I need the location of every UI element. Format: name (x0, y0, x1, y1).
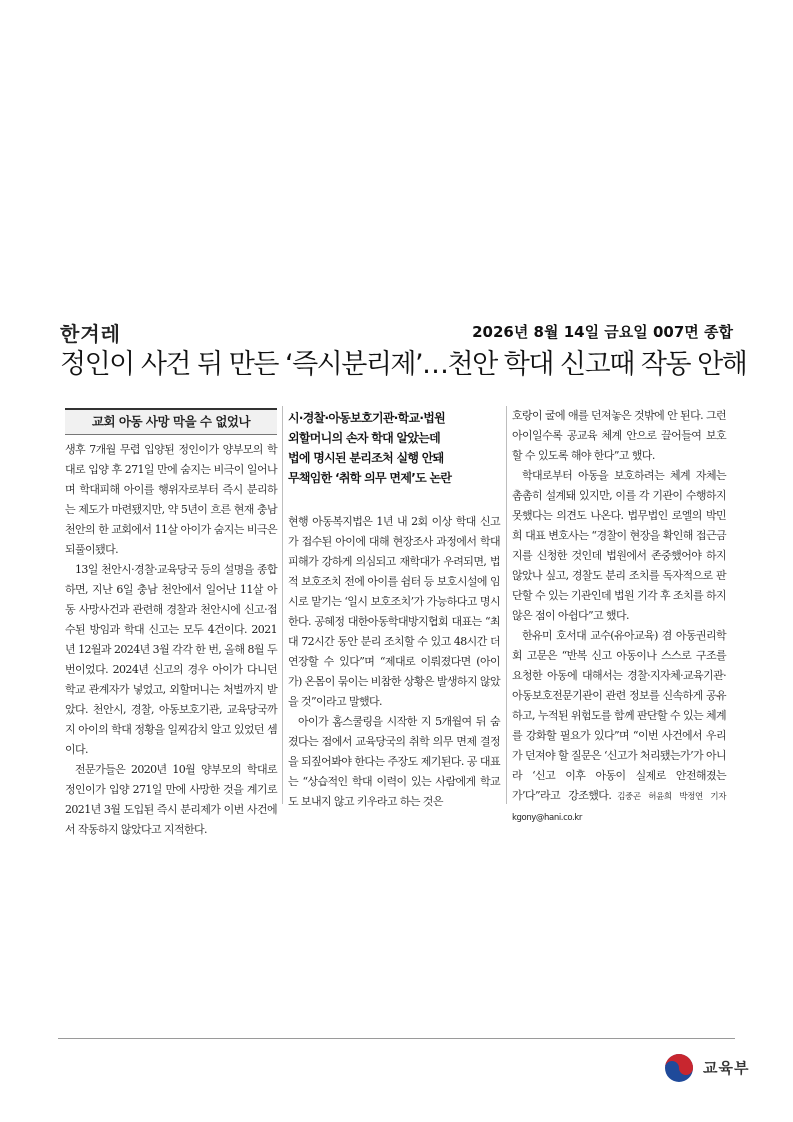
deck-line: 시·경찰·아동보호기관·학교·법원 (288, 411, 446, 425)
paragraph (512, 626, 726, 828)
paragraph-text: 한유미 호서대 교수(유아교육) 겸 아동권리학회 고문은 “반복 신고 아동이나 스스로 구조를 요청한 아동에 대해서는 경찰·지자체·교육기관·아동보호전문기관이 관련 정보를 신속하게 공유하고, 누적된 위험도를 함께 판단할 수 있는 체계를 강화할 필요가 있다”며 “이번 사건에서 우리가 던져야 할 질문은 ‘신고가 처리됐는가’가 아니라 ‘신고 이후 아동이 실제로 안전해졌는가’다”라고 강조했다. (512, 629, 726, 802)
newspaper-logo: 한겨레 (60, 322, 121, 346)
article-headline: 정인이 사건 뒤 만든 ‘즉시분리제’…천안 학대 신고때 작동 안해 (60, 349, 747, 380)
article-column-2 (288, 512, 500, 812)
deck-line: 외할머니의 손자 학대 알았는데 (288, 431, 441, 445)
deck-line: 무책임한 ‘취학 의무 면제’도 논란 (288, 471, 452, 485)
paragraph: 학대로부터 아동을 보호하려는 체계 자체는 촘촘히 설계돼 있지만, 이를 각 기관이 수행하지 못했다는 의견도 나온다. 법무법인 로엘의 박민희 대표 변호사는 “경찰이 현장을 확인해 접근금지를 신청한 것인데 법원에서 존중했어야 하지 않았나 싶고, 경찰도 분리 조치를 독자적으로 판단할 수 있는 기관인데 법원 기각 후 조치를 하지 않은 점이 아쉽다”고 했다. (512, 469, 726, 622)
masthead (60, 318, 733, 346)
paragraph: 생후 7개월 무렵 입양된 정인이가 양부모의 학대로 입양 후 271일 만에 숨지는 비극이 일어나며 학대피해 아이를 행위자로부터 즉시 분리하는 제도가 마련됐지만, 약 5년이 흐른 현재 충남 천안의 한 교회에서 11살 아이가 숨지는 비극은 되풀이됐다. (65, 443, 277, 556)
byline: 김중곤 허윤희 박정연 기자 kgony@hani.co.kr (512, 792, 726, 823)
column-divider (506, 406, 507, 804)
footer-divider (58, 1038, 735, 1039)
deck-line: 법에 명시된 분리조처 실행 안돼 (288, 451, 444, 465)
taegeuk-icon (663, 1052, 695, 1084)
column-divider (282, 406, 283, 804)
subhead-box: 교회 아동 사망 막을 수 없었나 (65, 408, 277, 435)
article-column-3 (512, 406, 726, 828)
article-deck (288, 408, 500, 488)
paragraph: 아이가 홈스쿨링을 시작한 지 5개월여 뒤 숨졌다는 점에서 교육당국의 취학 의무 면제 결정을 되짚어봐야 한다는 주장도 제기된다. 공 대표는 “상습적인 학대 이력이 있는 사람에게 학교도 보내지 않고 키우라고 하는 것은 (288, 715, 500, 808)
paragraph: 13일 천안시·경찰·교육당국 등의 설명을 종합하면, 지난 6일 충남 천안에서 일어난 11살 아동 사망사건과 관련해 경찰과 천안시에 신고·접수된 방임과 학대 신고는 모두 4건이다. 2021년 12월과 2024년 3월 각각 한 번, 올해 8월 두번이었다. 2024년 신고의 경우 아이가 다니던 학교 관계자가 넣었고, 외할머니는 처벌까지 받았다. 천안시, 경찰, 아동보호기관, 교육당국까지 아이의 학대 정황을 일찌감치 알고 있었던 셈이다. (65, 563, 277, 756)
ministry-name: 교육부 (703, 1059, 750, 1077)
paragraph: 전문가들은 2020년 10월 양부모의 학대로 정인이가 입양 271일 만에 사망한 것을 계기로 2021년 3월 도입된 즉시 분리제가 이번 사건에서 작동하지 않았다고 지적한다. (65, 763, 277, 836)
ministry-of-education-logo (663, 1050, 753, 1086)
paragraph: 현행 아동복지법은 1년 내 2회 이상 학대 신고가 접수된 아이에 대해 현장조사 과정에서 학대피해가 강하게 의심되고 재학대가 우려되면, 법적 보호조치 전에 아이를 쉼터 등 보호시설에 임시로 맡기는 ‘일시 보호조치’가 가능하다고 명시한다. 공혜정 대한아동학대방지협회 대표는 “최대 72시간 동안 분리 조치할 수 있고 48시간 더 연장할 수 있다”며 “제대로 이뤄졌다면 (아이가) 온몸이 묶이는 비참한 상황은 발생하지 않았을 것”이라고 말했다. (288, 515, 500, 708)
dateline: 2026년 8월 14일 금요일 007면 종합 (472, 323, 733, 341)
article-column-1 (65, 440, 277, 840)
paragraph: 호랑이 굴에 애를 던져놓은 것밖에 안 된다. 그런 아이일수록 공교육 체계 안으로 끌어들여 보호할 수 있도록 해야 한다”고 했다. (512, 409, 726, 462)
